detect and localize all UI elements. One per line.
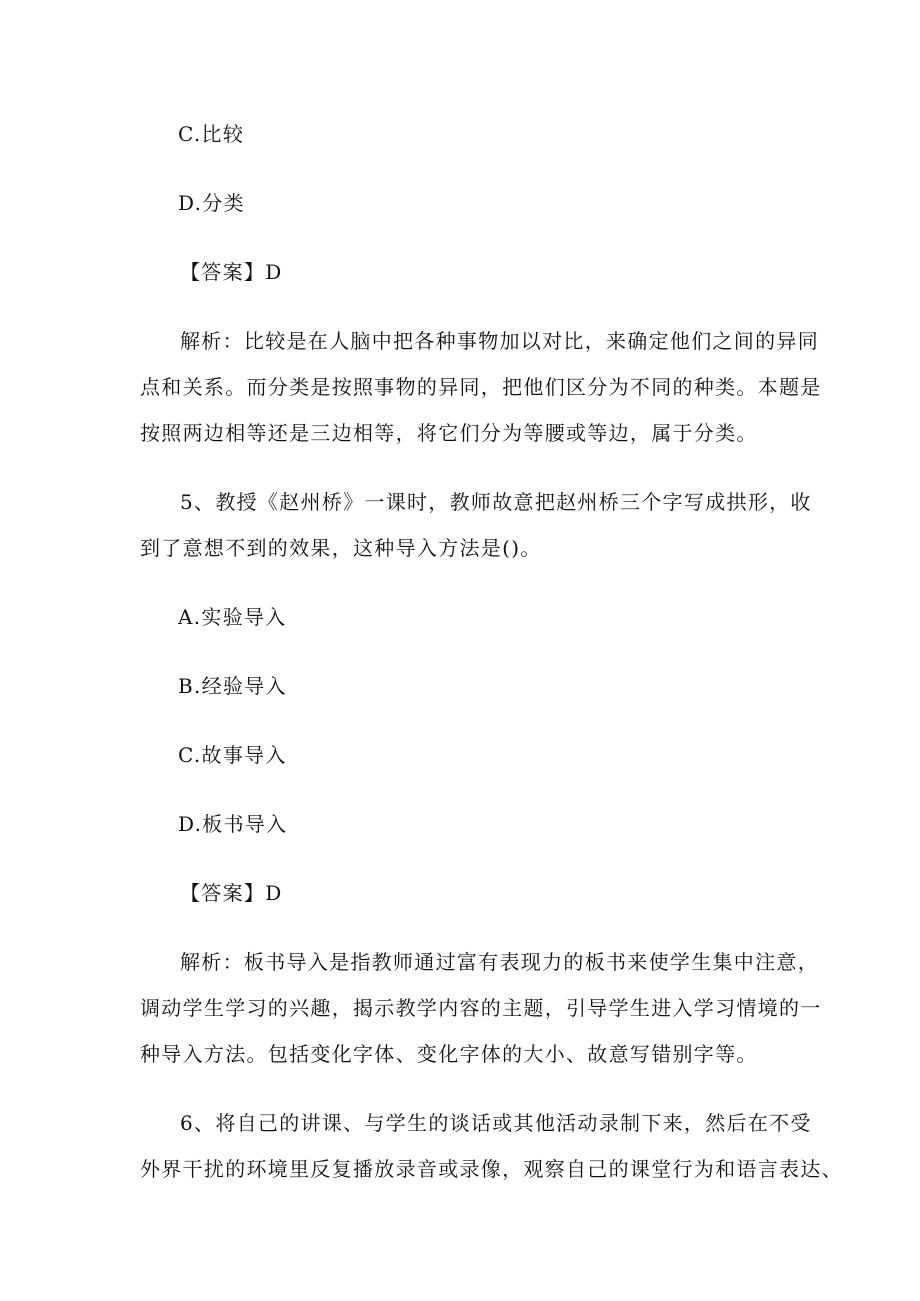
option-b: B.经验导入 (178, 674, 287, 698)
explanation-line: 调动学生学习的兴趣，揭示教学内容的主题，引导学生进入学习情境的一 (140, 996, 822, 1020)
option-c: C.故事导入 (178, 743, 287, 767)
explanation-line: 点和关系。而分类是按照事物的异同，把他们区分为不同的种类。本题是 (140, 375, 822, 399)
option-c: C.比较 (178, 122, 245, 146)
explanation-line: 解析：板书导入是指教师通过富有表现力的板书来使学生集中注意， (180, 950, 819, 974)
option-d: D.板书导入 (178, 812, 288, 836)
option-a: A.实验导入 (178, 605, 287, 629)
explanation-line: 解析：比较是在人脑中把各种事物加以对比，来确定他们之间的异同 (180, 329, 819, 353)
question-line: 6、将自己的讲课、与学生的谈话或其他活动录制下来，然后在不受 (180, 1111, 812, 1135)
explanation-line: 种导入方法。包括变化字体、变化字体的大小、故意写错别字等。 (140, 1042, 758, 1066)
answer: 【答案】D (180, 260, 283, 284)
answer: 【答案】D (180, 881, 283, 905)
question-line: 到了意想不到的效果，这种导入方法是()。 (140, 536, 542, 560)
question-line: 5、教授《赵州桥》一课时，教师故意把赵州桥三个字写成拱形，收 (180, 490, 812, 514)
question-line: 外界干扰的环境里反复播放录音或录像，观察自己的课堂行为和语言表达、 (140, 1157, 843, 1181)
option-d: D.分类 (178, 191, 245, 215)
explanation-line: 按照两边相等还是三边相等，将它们分为等腰或等边，属于分类。 (140, 421, 758, 445)
